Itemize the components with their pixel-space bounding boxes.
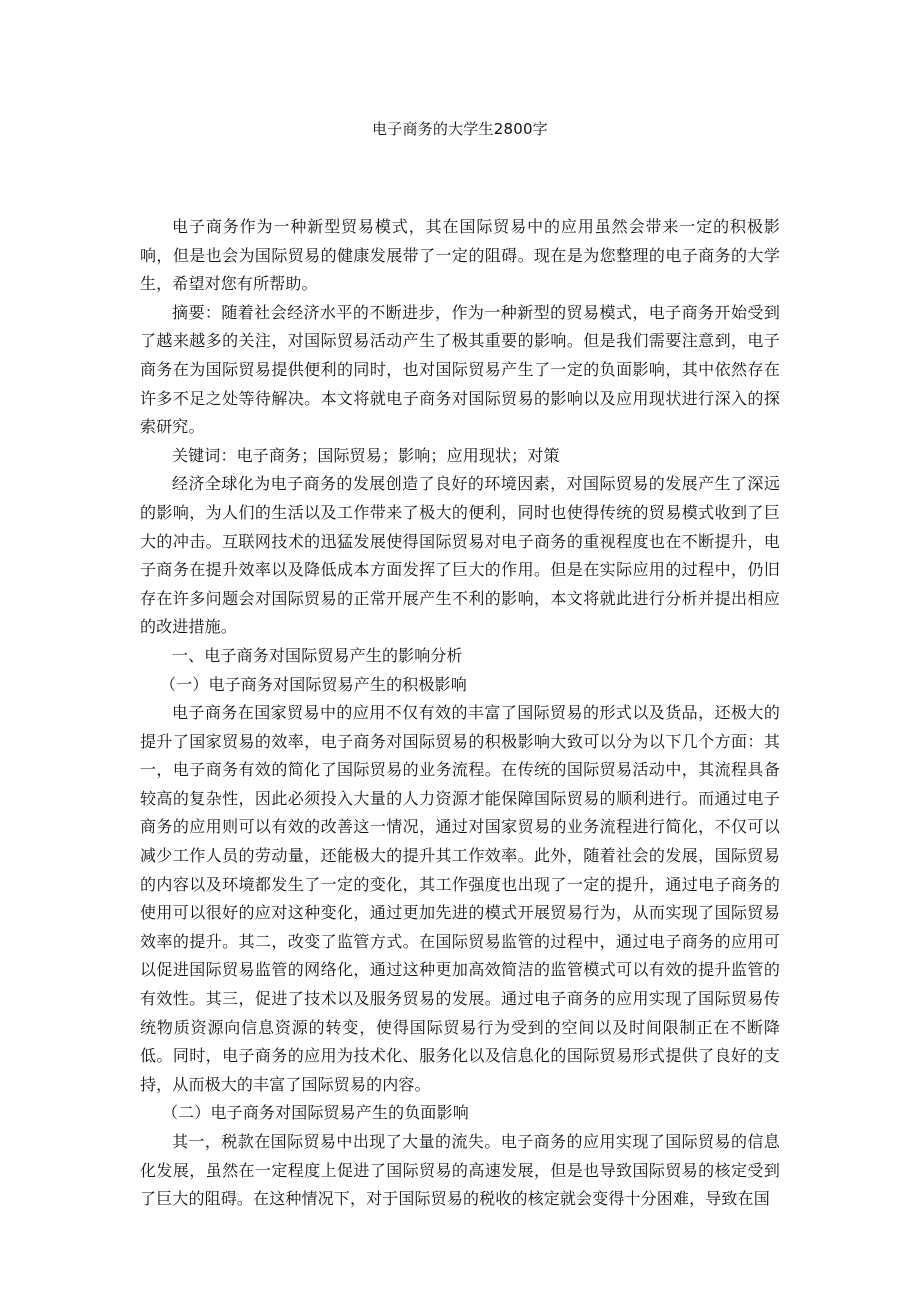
abstract-paragraph: 摘要：随着社会经济水平的不断进步，作为一种新型的贸易模式，电子商务开始受到了越来越多的关注，对国际贸易活动产生了极其重要的影响。但是我们需要注意到，电子商务在为国际贸易提供便利的同时，也对国际贸易产生了一定的负面影响，其中依然存在许多不足之处等待解决。本文将就电子商务对国际贸易的影响以及应用现状进行深入的探索研究。 xyxy=(140,302,780,437)
subsection-heading-positive: （一）电子商务对国际贸易产生的积极影响 xyxy=(160,674,467,694)
document-body xyxy=(140,213,780,1214)
document-title: 电子商务的大学生2800字 xyxy=(372,120,548,138)
section-heading: 一、电子商务对国际贸易产生的影响分析 xyxy=(172,645,463,665)
keywords-paragraph: 关键词：电子商务；国际贸易；影响；应用现状；对策 xyxy=(172,445,560,465)
intro-paragraph: 电子商务作为一种新型贸易模式，其在国际贸易中的应用虽然会带来一定的积极影响，但是也会为国际贸易的健康发展带了一定的阻碍。现在是为您整理的电子商务的大学生，希望对您有所帮助。 xyxy=(140,217,780,294)
negative-impact-paragraph: 其一，税款在国际贸易中出现了大量的流失。电子商务的应用实现了国际贸易的信息化发展，虽然在一定程度上促进了国际贸易的高速发展，但是也导致国际贸易的核定受到了巨大的阻碍。在这种情况下，对于国际贸易的税收的核定就会变得十分困难，导致在国 xyxy=(140,1132,780,1209)
positive-impact-paragraph: 电子商务在国家贸易中的应用不仅有效的丰富了国际贸易的形式以及货品，还极大的提升了国家贸易的效率，电子商务对国际贸易的积极影响大致可以分为以下几个方面：其一，电子商务有效的简化了国际贸易的业务流程。在传统的国际贸易活动中，其流程具备较高的复杂性，因此必须投入大量的人力资源才能保障国际贸易的顺利进行。而通过电子商务的应用则可以有效的改善这一情况，通过对国家贸易的业务流程进行简化，不仅可以减少工作人员的劳动量，还能极大的提升其工作效率。此外，随着社会的发展，国际贸易的内容以及环境都发生了一定的变化，其工作强度也出现了一定的提升，通过电子商务的使用可以很好的应对这种变化，通过更加先进的模式开展贸易行为，从而实现了国际贸易效率的提升。其二，改变了监管方式。在国际贸易监管的过程中，通过电子商务的应用可以促进国际贸易监管的网络化，通过这种更加高效简洁的监管模式可以有效的提升监管的有效性。其三，促进了技术以及服务贸易的发展。通过电子商务的应用实现了国际贸易传统物质资源向信息资源的转变，使得国际贸易行为受到的空间以及时间限制正在不断降低。同时，电子商务的应用为技术化、服务化以及信息化的国际贸易形式提供了良好的支持，从而极大的丰富了国际贸易的内容。 xyxy=(140,703,780,1094)
background-paragraph: 经济全球化为电子商务的发展创造了良好的环境因素，对国际贸易的发展产生了深远的影响，为人们的生活以及工作带来了极大的便利，同时也使得传统的贸易模式收到了巨大的冲击。互联网技术的迅猛发展使得国际贸易对电子商务的重视程度也在不断提升，电子商务在提升效率以及降低成本方面发挥了巨大的作用。但是在实际应用的过程中，仍旧存在许多问题会对国际贸易的正常开展产生不利的影响，本文将就此进行分析并提出相应的改进措施。 xyxy=(140,474,780,637)
subsection-heading-negative: （二）电子商务对国际贸易产生的负面影响 xyxy=(162,1103,469,1123)
